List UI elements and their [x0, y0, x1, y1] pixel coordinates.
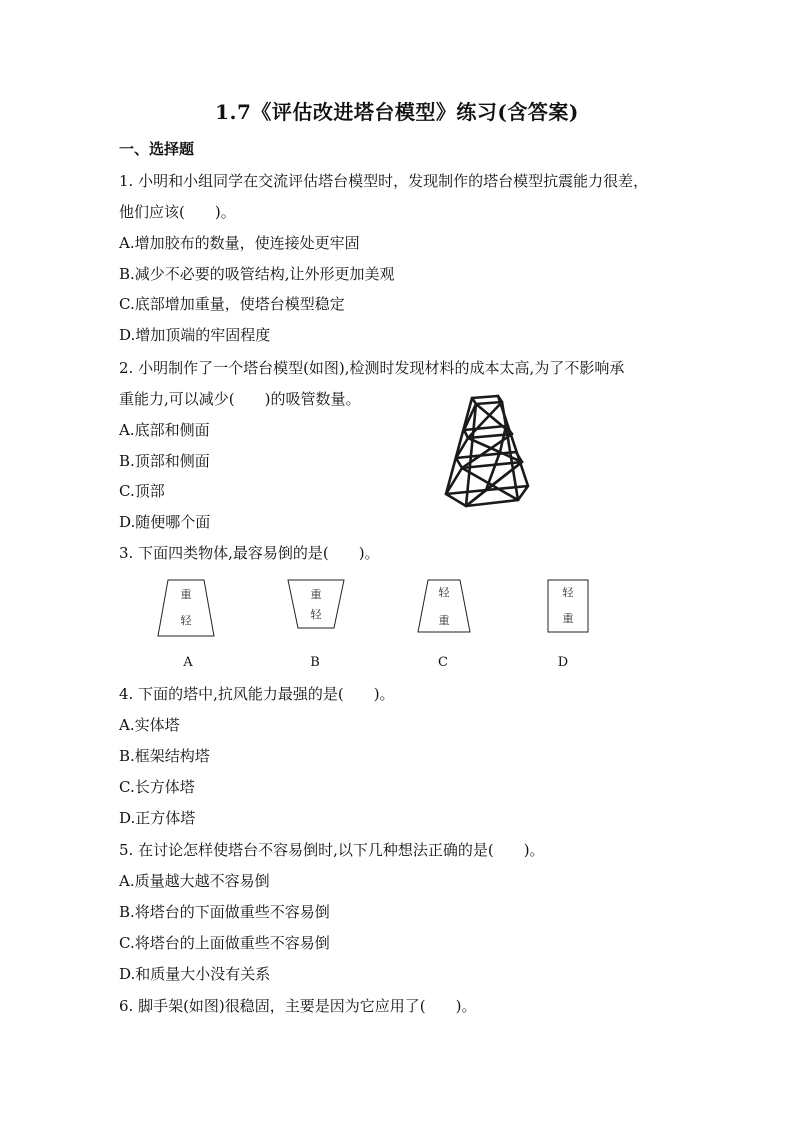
question-2-option-d: D.随便哪个面 — [119, 513, 211, 531]
question-5-stem: 5. 在讨论怎样使塔台不容易倒时,以下几种想法正确的是( )。 — [119, 841, 545, 859]
section-heading: 一、选择题 — [119, 140, 195, 158]
question-2-stem-line2: 重能力,可以减少( )的吸管数量。 — [119, 390, 361, 408]
figure-d-letter: D — [557, 655, 569, 670]
figure-a-top-label: 重 — [180, 588, 192, 601]
question-4-option-a: A.实体塔 — [119, 716, 180, 734]
figure-c-letter: C — [438, 655, 448, 670]
figure-a-trapezoid — [154, 578, 218, 640]
figure-b-top-label: 重 — [310, 588, 322, 601]
figure-d-top-label: 轻 — [562, 586, 574, 599]
figure-a-letter: A — [183, 655, 193, 670]
figure-d-rectangle — [546, 578, 590, 634]
figure-a-bottom-label: 轻 — [180, 614, 192, 627]
question-5-option-a: A.质量越大越不容易倒 — [119, 872, 270, 890]
question-4-option-b: B.框架结构塔 — [119, 747, 210, 765]
tower-model-figure — [438, 390, 534, 512]
question-3-stem: 3. 下面四类物体,最容易倒的是( )。 — [119, 544, 380, 562]
question-5-option-d: D.和质量大小没有关系 — [119, 965, 271, 983]
question-4-stem: 4. 下面的塔中,抗风能力最强的是( )。 — [119, 685, 395, 703]
question-1-option-b: B.减少不必要的吸管结构,让外形更加美观 — [119, 265, 395, 283]
figure-d-bottom-label: 重 — [562, 612, 574, 625]
question-2-option-c: C.顶部 — [119, 482, 165, 500]
question-1-stem-line1: 1. 小明和小组同学在交流评估塔台模型时，发现制作的塔台模型抗震能力很差， — [119, 172, 649, 190]
question-5-option-b: B.将塔台的下面做重些不容易倒 — [119, 903, 330, 921]
question-1-option-a: A.增加胶布的数量，使连接处更牢固 — [119, 234, 360, 252]
figure-b-bottom-label: 轻 — [310, 608, 322, 621]
question-2-option-a: A.底部和侧面 — [119, 421, 210, 439]
figure-c-trapezoid — [416, 578, 472, 636]
question-4-option-d: D.正方体塔 — [119, 809, 196, 827]
question-2-stem-line1: 2. 小明制作了一个塔台模型(如图),检测时发现材料的成本太高,为了不影响承 — [119, 359, 625, 377]
question-4-option-c: C.长方体塔 — [119, 778, 195, 796]
question-1-option-d: D.增加顶端的牢固程度 — [119, 326, 271, 344]
question-5-option-c: C.将塔台的上面做重些不容易倒 — [119, 934, 330, 952]
figure-c-bottom-label: 重 — [438, 614, 450, 627]
question-1-option-c: C.底部增加重量，使塔台模型稳定 — [119, 295, 345, 313]
figure-c-top-label: 轻 — [438, 586, 450, 599]
figure-b-letter: B — [310, 655, 320, 670]
question-1-stem-line2: 他们应该( )。 — [119, 203, 236, 221]
question-6-stem: 6. 脚手架(如图)很稳固，主要是因为它应用了( )。 — [119, 997, 477, 1015]
page-title: 1.7《评估改进塔台模型》练习(含答案) — [215, 100, 579, 124]
question-2-option-b: B.顶部和侧面 — [119, 452, 210, 470]
figure-b-inverted-trapezoid — [286, 578, 346, 632]
